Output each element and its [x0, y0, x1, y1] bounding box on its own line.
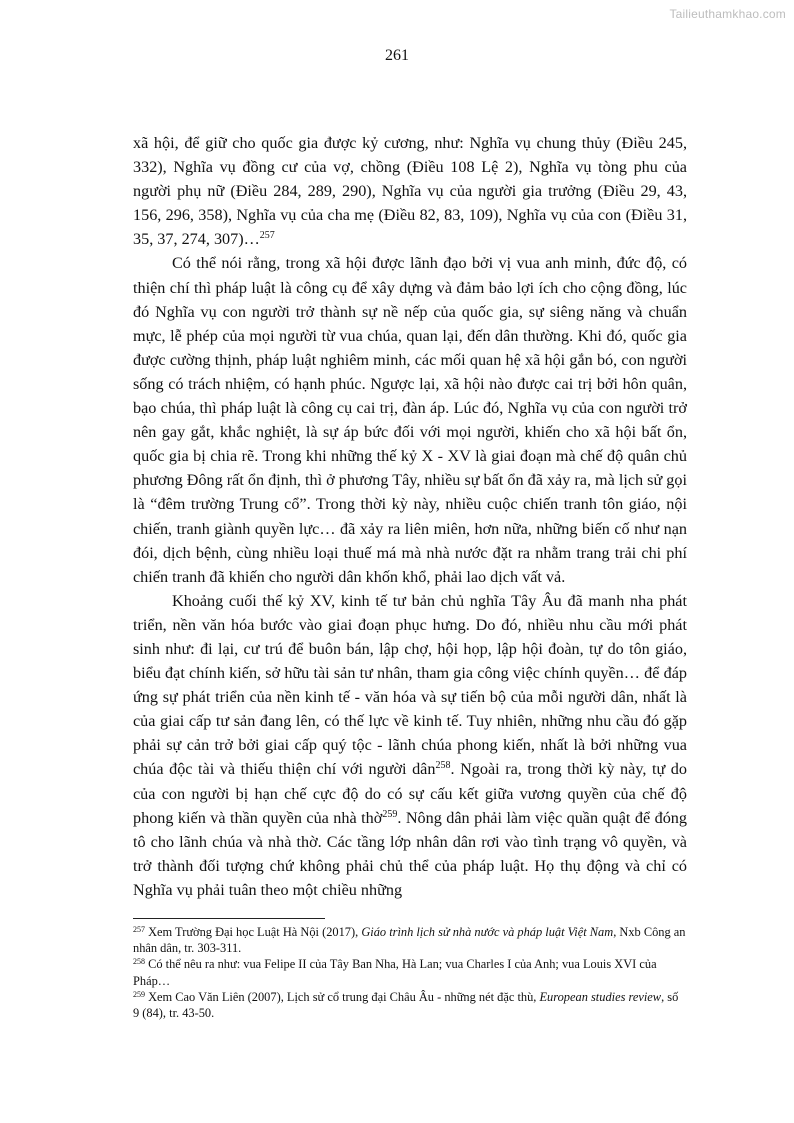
- footnote-259: [133, 989, 687, 1021]
- footnote-257: [133, 924, 687, 956]
- text-run: Khoảng cuối thế kỷ XV, kinh tế tư bản chủ nghĩa Tây Âu đã manh nha phát triển, nền văn hóa bước vào giai đoạn phục hưng. Do đó, nhiều nhu cầu mới phát sinh như: đi lại, cư trú để buôn bán, lập chợ, hội họp, lập hội đoàn, tự do tôn giáo, biểu đạt chính kiến, sở hữu tài sản tư nhân, tham gia công việc chính quyền… để đáp ứng sự phát triển của nền kinh tế - văn hóa và sự tiến bộ của mỗi người dân, nhất là của giai cấp tư sản đang lên, có thế lực về kinh tế. Tuy nhiên, những nhu cầu đó gặp phải sự cản trở bởi giai cấp quý tộc - lãnh chúa phong kiến, nhất là bởi những vua chúa độc tài và thiếu thiện chí với người dân: [133, 591, 687, 779]
- text-run: . Nông dân phải làm việc quần quật để đóng tô cho lãnh chúa và nhà thờ. Các tầng lớp nhân dân rơi vào tình trạng vô quyền, và trở thành đối tượng chứ không phải chủ thể của pháp luật. Họ thụ động và chỉ có Nghĩa vụ phải tuân theo một chiều những: [133, 808, 687, 899]
- footnote-ref: 259: [382, 808, 398, 820]
- text-run: Có thể nêu ra như: vua Felipe II của Tây Ban Nha, Hà Lan; vua Charles I của Anh; vua Louis XVI của Pháp…: [133, 957, 657, 988]
- paragraph-1: [133, 131, 687, 251]
- text-run: Có thể nói rằng, trong xã hội được lãnh đạo bởi vị vua anh minh, đức độ, có thiện chí thì pháp luật là công cụ để xây dựng và đảm bảo lợi ích cho cộng đồng, lúc đó Nghĩa vụ con người trở thành sự nề nếp của quốc gia, sự siêng năng và chuẩn mực, lễ phép của mọi người từ vua chúa, quan lại, đến dân thường. Khi đó, quốc gia được cường thịnh, pháp luật nghiêm minh, các mối quan hệ xã hội gắn bó, con người sống có trách nhiệm, có hạnh phúc. Ngược lại, xã hội nào được cai trị bởi hôn quân, bạo chúa, thì pháp luật là công cụ cai trị, đàn áp. Lúc đó, Nghĩa vụ của con người trở nên gay gắt, khắc nghiệt, là sự áp bức đối với mọi người, khiến cho xã hội bất ổn, quốc gia bị chia rẽ. Trong khi những thế kỷ X - XV là giai đoạn mà chế độ quân chủ phương Đông rất ổn định, thì ở phương Tây, nhiều sự bất ổn đã xảy ra, mà lịch sử gọi là “đêm trường Trung cổ”. Trong thời kỳ này, nhiều cuộc chiến tranh tôn giáo, nội chiến, tranh giành quyền lực… đã xảy ra liên miên, hơn nữa, những biến cố như nạn đói, dịch bệnh, cùng nhiều loại thuế má mà nhà nước đặt ra nhằm trang trải chi phí chiến tranh đã khiến cho người dân khốn khổ, phải lao dịch vất vả.: [133, 254, 687, 586]
- body-text: [133, 131, 687, 902]
- text-run: . Ngoài ra, trong thời kỳ này, tự do của con người bị hạn chế cực độ do có sự cấu kết giữa vương quyền của chế độ phong kiến và thần quyền của nhà thờ: [133, 760, 687, 827]
- italic-title: Giáo trình lịch sử nhà nước và pháp luật Việt Nam: [361, 925, 614, 939]
- text-run: Xem Cao Văn Liên (2007), Lịch sử cổ trung đại Châu Âu - những nét đặc thù,: [145, 989, 540, 1004]
- footnote-number: 259: [133, 989, 145, 999]
- watermark: Tailieuthamkhao.com: [669, 7, 786, 21]
- footnote-ref: 257: [259, 230, 275, 242]
- text-run: xã hội, để giữ cho quốc gia được kỷ cương, như: Nghĩa vụ chung thủy (Điều 245, 332), Nghĩa vụ đồng cư của vợ, chồng (Điều 108 Lệ 2), Nghĩa vụ tòng phu của người phụ nữ (Điều 284, 289, 290), Nghĩa vụ của người gia trưởng (Điều 29, 43, 156, 296, 358), Nghĩa vụ của cha mẹ (Điều 82, 83, 109), Nghĩa vụ của con (Điều 31, 35, 37, 274, 307)…: [133, 134, 687, 249]
- footnote-number: 258: [133, 957, 145, 967]
- footnote-divider: [133, 918, 325, 919]
- italic-title: European studies review: [539, 989, 662, 1004]
- text-run: Xem Trường Đại học Luật Hà Nội (2017),: [145, 925, 362, 939]
- paragraph-3: [133, 589, 687, 902]
- paragraph-2: [133, 251, 687, 588]
- footnote-number: 257: [133, 925, 145, 934]
- page-number: 261: [385, 47, 409, 64]
- footnote-ref: 258: [435, 760, 451, 772]
- text-run: , Nxb Công an nhân dân, tr. 303-311.: [133, 925, 686, 956]
- text-run: , số 9 (84), tr. 43-50.: [133, 989, 679, 1021]
- footnote-258: [133, 956, 687, 988]
- footnotes: [133, 924, 687, 1021]
